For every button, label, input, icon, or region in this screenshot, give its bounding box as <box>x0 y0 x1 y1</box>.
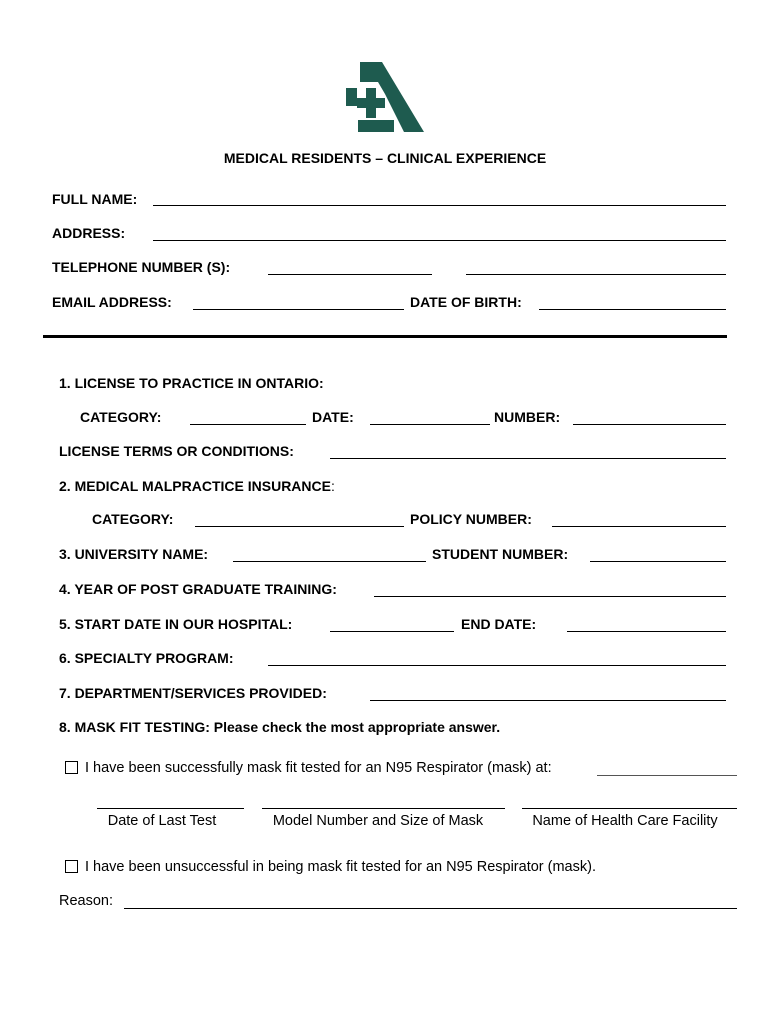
reason-field[interactable] <box>124 908 737 909</box>
email-field[interactable] <box>193 309 404 310</box>
mask-fit-fail-checkbox[interactable] <box>65 860 78 873</box>
start-date-label: 5. START DATE IN OUR HOSPITAL: <box>59 616 293 632</box>
malpractice-heading-text: 2. MEDICAL MALPRACTICE INSURANCE <box>59 478 331 494</box>
university-field[interactable] <box>233 561 426 562</box>
facility-name-field[interactable] <box>522 808 737 809</box>
specialty-program-label: 6. SPECIALTY PROGRAM: <box>59 650 234 666</box>
start-date-field[interactable] <box>330 631 454 632</box>
end-date-field[interactable] <box>567 631 726 632</box>
address-field[interactable] <box>153 240 726 241</box>
pgt-year-field[interactable] <box>374 596 726 597</box>
reason-label: Reason: <box>59 893 114 909</box>
form-title: MEDICAL RESIDENTS – CLINICAL EXPERIENCE <box>223 150 547 166</box>
mask-model-field[interactable] <box>262 808 505 809</box>
license-number-label: NUMBER: <box>494 409 561 425</box>
policy-number-field[interactable] <box>552 526 726 527</box>
specialty-program-field[interactable] <box>268 665 726 666</box>
license-number-field[interactable] <box>573 424 726 425</box>
last-test-date-field[interactable] <box>97 808 244 809</box>
license-heading: 1. LICENSE TO PRACTICE IN ONTARIO: <box>59 375 324 391</box>
mask-model-caption: Model Number and Size of Mask <box>272 813 484 829</box>
hospital-a-cross-logo-icon <box>344 60 426 134</box>
telephone-field-2[interactable] <box>466 274 726 275</box>
student-number-label: STUDENT NUMBER: <box>432 546 569 562</box>
section-divider <box>43 335 727 338</box>
mask-fit-heading: 8. MASK FIT TESTING: Please check the most appropriate answer. <box>59 719 501 735</box>
license-terms-label: LICENSE TERMS OR CONDITIONS: <box>59 443 294 459</box>
dob-field[interactable] <box>539 309 726 310</box>
end-date-label: END DATE: <box>461 616 537 632</box>
mask-fit-success-checkbox[interactable] <box>65 761 78 774</box>
malpractice-heading <box>59 478 335 494</box>
dob-label: DATE OF BIRTH: <box>410 294 522 310</box>
full-name-label: FULL NAME: <box>52 191 138 207</box>
pgt-year-label: 4. YEAR OF POST GRADUATE TRAINING: <box>59 581 337 597</box>
email-label: EMAIL ADDRESS: <box>52 294 172 310</box>
full-name-field[interactable] <box>153 205 726 206</box>
university-label: 3. UNIVERSITY NAME: <box>59 546 209 562</box>
address-label: ADDRESS: <box>52 225 126 241</box>
malpractice-category-field[interactable] <box>195 526 404 527</box>
license-category-label: CATEGORY: <box>80 409 162 425</box>
department-field[interactable] <box>370 700 726 701</box>
facility-name-caption: Name of Health Care Facility <box>532 813 718 829</box>
policy-number-label: POLICY NUMBER: <box>410 511 532 527</box>
license-terms-field[interactable] <box>330 458 726 459</box>
license-category-field[interactable] <box>190 424 306 425</box>
malpractice-heading-colon: : <box>330 478 335 494</box>
mask-fit-success-field[interactable] <box>597 775 737 776</box>
telephone-label: TELEPHONE NUMBER (S): <box>52 259 231 275</box>
mask-fit-success-text: I have been successfully mask fit tested for an N95 Respirator (mask) at: <box>85 760 552 776</box>
mask-fit-fail-text: I have been unsuccessful in being mask fit tested for an N95 Respirator (mask). <box>85 859 596 875</box>
telephone-field-1[interactable] <box>268 274 432 275</box>
student-number-field[interactable] <box>590 561 726 562</box>
license-date-label: DATE: <box>312 409 354 425</box>
license-date-field[interactable] <box>370 424 490 425</box>
department-label: 7. DEPARTMENT/SERVICES PROVIDED: <box>59 685 327 701</box>
last-test-date-caption: Date of Last Test <box>107 813 217 829</box>
malpractice-category-label: CATEGORY: <box>92 511 174 527</box>
